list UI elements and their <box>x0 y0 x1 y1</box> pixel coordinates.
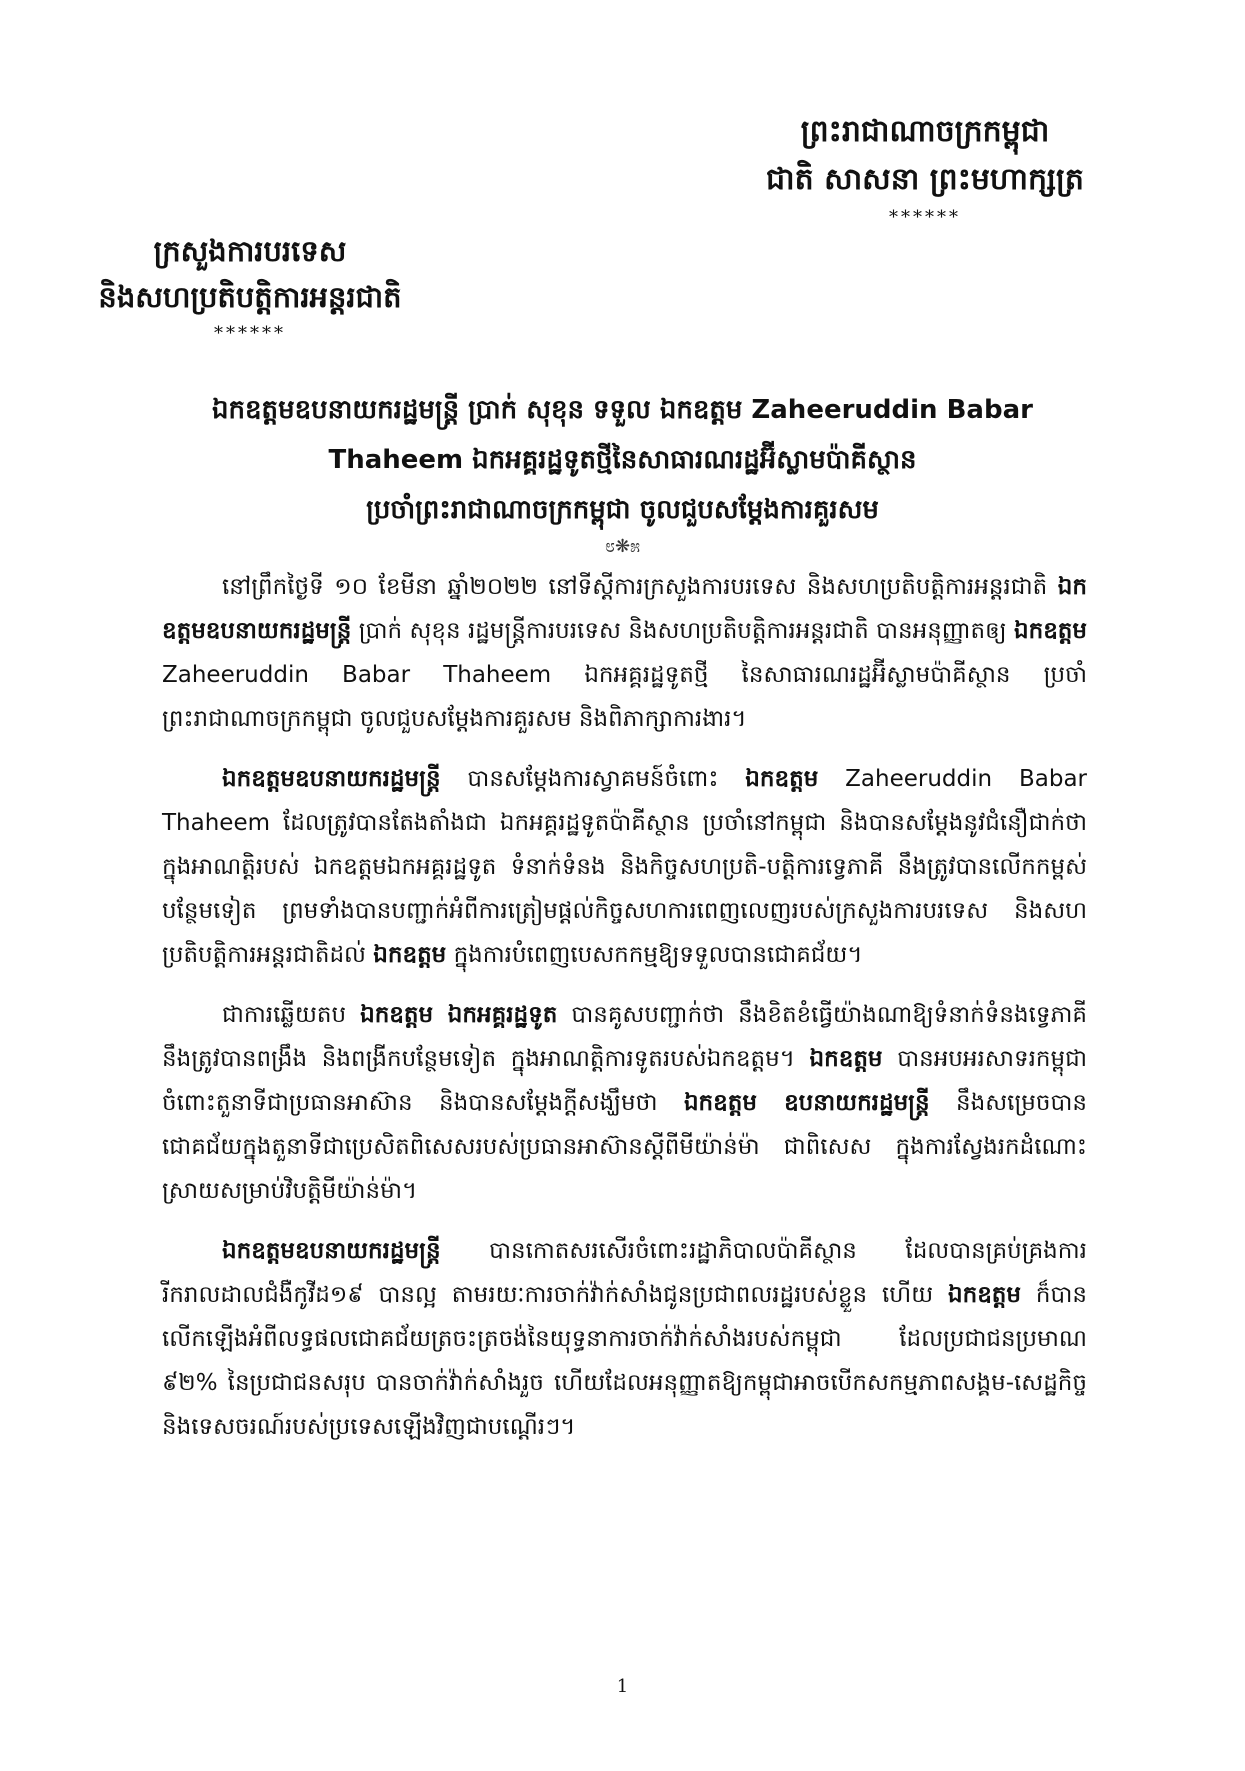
headline-ornament: ೮❋೫ <box>604 536 641 557</box>
paragraph-text: នឹងសម្រេចបានជោគជ័យក្នុងតួនាទីជាប្រេសិតពិសេសរបស់ប្រធានអាស៊ានស្ដីពីមីយ៉ាន់ម៉ា ជាពិសេស ក្នុងការស្វែងរកដំណោះស្រាយសម្រាប់វិបត្តិមីយ៉ាន់ម៉ា។ <box>162 1090 1087 1204</box>
ministry-name-line2: និងសហប្រតិបត្តិការអន្តរជាតិ <box>98 280 402 314</box>
headline-line-2: Thaheem ឯកអគ្គរដ្ឋទូតថ្មីនៃសាធារណរដ្ឋអ៊ីស្លាមប៉ាគីស្ថាន <box>328 445 917 475</box>
headline-line-1: ឯកឧត្តមឧបនាយករដ្ឋមន្ត្រី ប្រាក់ សុខុន ទទួល ឯកឧត្តម Zaheeruddin Babar <box>212 395 1033 425</box>
page-number: 1 <box>616 1676 629 1697</box>
paragraph-text: ក៏បានលើកឡើងអំពីលទ្ធផលជោគជ័យត្រចះត្រចង់នៃយុទ្ធនាការចាក់វ៉ាក់សាំងរបស់កម្ពុជា ដែលប្រជាជនប្រមាណ ៩២% នៃប្រជាជនសរុប បានចាក់វ៉ាក់សាំងរួច ហើយដែលអនុញ្ញាតឱ្យកម្ពុជាអាចបើកសកម្មភាពសង្គម-សេដ្ឋកិច្ច និងទេសចរណ៍របស់ប្រទេសឡើងវិញជាបណ្ដើរៗ។ <box>162 1282 1087 1440</box>
paragraph-text: បានសម្ដែងការស្វាគមន៍ចំពោះ <box>440 766 746 792</box>
paragraph-text: Zaheeruddin Babar Thaheem ដែលត្រូវបានតែងតាំងជា ឯកអគ្គរដ្ឋទូតប៉ាគីស្ថាន ប្រចាំនៅកម្ពុជា និងបានសម្ដែងនូវជំនឿជាក់ថា ក្នុងអាណត្តិរបស់ ឯកឧត្តមឯកអគ្គរដ្ឋទូត ទំនាក់ទំនង និងកិច្ចសហប្រតិ-បត្តិការទ្វេភាគី នឹងត្រូវបានលើកកម្ពស់បន្ថែមទៀត ព្រមទាំងបានបញ្ជាក់អំពីការត្រៀមផ្ដល់កិច្ចសហការពេញលេញរបស់ក្រសួងការបរទេស និងសហប្រតិបត្តិការអន្តរជាតិដល់ <box>162 766 1087 968</box>
press-release-body <box>162 565 1087 1465</box>
paragraph-bold-text: ឯកឧត្តម <box>1014 618 1087 644</box>
paragraph-bold-text: ឯកឧត្តម ឯកអគ្គរដ្ឋទូត <box>360 1002 558 1028</box>
paragraph-bold-text: ឯកឧត្តមឧបនាយករដ្ឋមន្ត្រី <box>222 1238 441 1264</box>
paragraph-bold-text: ឯកឧត្តម <box>809 1046 883 1072</box>
national-motto: ជាតិ សាសនា ព្រះមហាក្សត្រ <box>766 162 1084 197</box>
kingdom-stars-divider: ****** <box>889 207 961 228</box>
paragraph-bold-text: ឯកឧត្តម <box>745 766 819 792</box>
paragraph-text: ក្នុងការបំពេញបេសកកម្មឱ្យទទួលបានជោគជ័យ។ <box>446 942 863 968</box>
kingdom-title: ព្រះរាជាណាចក្រកម្ពុជា <box>800 114 1050 149</box>
paragraph-text: បានគូសបញ្ជាក់ថា នឹងខិតខំធ្វើយ៉ាងណាឱ្យទំនាក់ទំនងទ្វេភាគីនឹងត្រូវបានពង្រឹង និងពង្រីកបន្ថែមទៀត ក្នុងអាណត្តិការទូតរបស់ឯកឧត្តម។ <box>162 1002 1087 1072</box>
paragraph-text: ជាការឆ្លើយតប <box>222 1002 361 1028</box>
paragraph-bold-text: ឯកឧត្តមឧបនាយករដ្ឋមន្ត្រី <box>222 766 441 792</box>
paragraph-text: Zaheeruddin Babar Thaheem ឯកអគ្គរដ្ឋទូតថ្មី នៃសាធារណរដ្ឋអ៊ីស្លាមប៉ាគីស្ថាន ប្រចាំព្រះរាជាណាចក្រកម្ពុជា ចូលជួបសម្ដែងការគួរសម និងពិភាក្សាការងារ។ <box>162 662 1087 732</box>
headline-line-3: ប្រចាំព្រះរាជាណាចក្រកម្ពុជា ចូលជួបសម្ដែងការគួរសម <box>366 495 879 525</box>
paragraph-bold-text: ឯកឧត្តម <box>373 942 447 968</box>
paragraph-bold-text: ឯកឧត្តម ឧបនាយករដ្ឋមន្ត្រី <box>683 1090 930 1116</box>
paragraph-bold-text: ឯកឧត្តមឧបនាយករដ្ឋមន្ត្រី <box>162 574 1087 644</box>
paragraph-bold-text: ឯកឧត្តម <box>948 1282 1021 1308</box>
ministry-stars-divider: ****** <box>214 323 286 344</box>
kingdom-header <box>745 108 1105 232</box>
paragraph-1 <box>162 565 1087 741</box>
ministry-header <box>60 228 440 348</box>
paragraph-text: ប្រាក់ សុខុន រដ្ឋមន្ត្រីការបរទេស និងសហប្រតិបត្តិការអន្តរជាតិ បានអនុញ្ញាតឲ្យ <box>351 618 1014 644</box>
paragraph-3 <box>162 993 1087 1213</box>
paragraph-4 <box>162 1229 1087 1449</box>
paragraph-2 <box>162 757 1087 977</box>
paragraph-text: បានអបអរសាទរកម្ពុជា ចំពោះតួនាទីជាប្រធានអាស៊ាន និងបានសម្ដែងក្ដីសង្ឃឹមថា <box>162 1046 1087 1116</box>
ministry-name-line1: ក្រសួងការបរទេស <box>153 234 347 268</box>
press-release-headline <box>150 385 1095 559</box>
paragraph-text: បានកោតសរសើរចំពោះរដ្ឋាភិបាលប៉ាគីស្ថាន ដែលបានគ្រប់គ្រងការរីករាលដាលជំងឺកូវីដ១៩ បានល្អ តាមរយៈការចាក់វ៉ាក់សាំងជូនប្រជាពលរដ្ឋរបស់ខ្លួន ហើយ <box>162 1238 1087 1308</box>
paragraph-text: នៅព្រឹកថ្ងៃទី ១០ ខែមីនា ឆ្នាំ២០២២ នៅទីស្ដីការក្រសួងការបរទេស និងសហប្រតិបត្តិការអន្តរជាតិ <box>222 574 1058 600</box>
